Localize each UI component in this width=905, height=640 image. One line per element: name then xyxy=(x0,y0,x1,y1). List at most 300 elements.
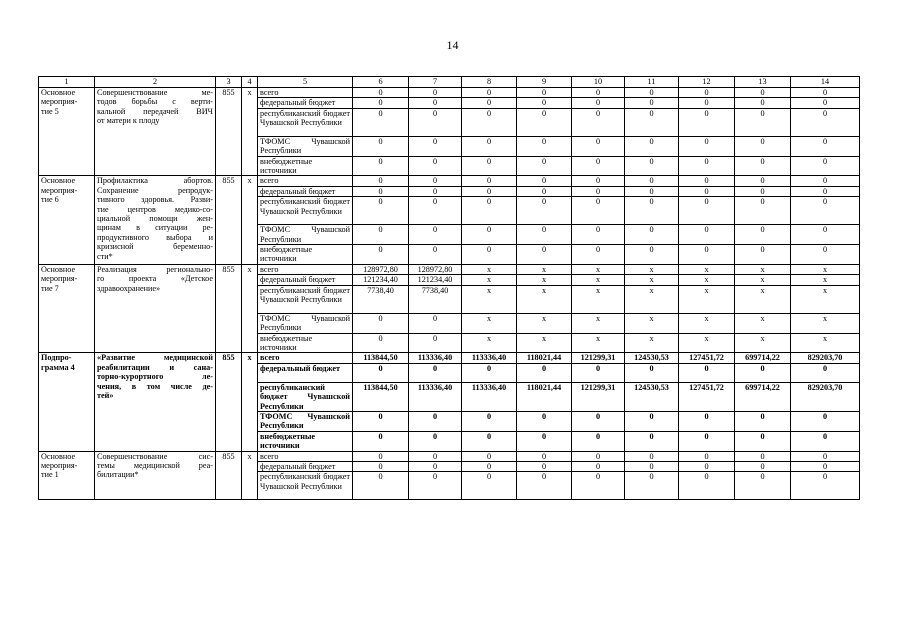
amount-cell: 0 xyxy=(409,108,462,136)
amount-cell: 0 xyxy=(409,333,462,353)
amount-cell: 0 xyxy=(353,461,409,471)
amount-cell: 0 xyxy=(791,461,860,471)
column-header: 12 xyxy=(679,77,735,88)
amount-cell: 0 xyxy=(353,451,409,461)
amount-cell: 0 xyxy=(409,136,462,156)
amount-cell: 0 xyxy=(353,245,409,265)
header-row xyxy=(39,77,860,88)
activity-code-line: Подпро- xyxy=(41,353,72,363)
amount-cell: 0 xyxy=(572,225,625,245)
amount-cell: 0 xyxy=(735,245,791,265)
amount-cell: 121234,40 xyxy=(409,275,462,285)
table-row xyxy=(39,353,860,363)
amount-cell: х xyxy=(735,264,791,274)
activity-title-line: чения, в том числе де- xyxy=(97,381,213,391)
amount-cell: 0 xyxy=(679,451,735,461)
activity-code-line: тие 1 xyxy=(41,470,59,480)
amount-cell: 0 xyxy=(572,411,625,431)
funding-source: всего xyxy=(258,88,353,98)
amount-cell: 0 xyxy=(735,431,791,451)
amount-cell: 0 xyxy=(679,176,735,186)
amount-cell: 121234,40 xyxy=(353,275,409,285)
amount-cell: 0 xyxy=(409,88,462,98)
amount-cell: 0 xyxy=(735,176,791,186)
activity-title-line: торно-курортного ле- xyxy=(97,372,213,382)
funding-source: внебюджетные источники xyxy=(258,245,353,265)
amount-cell: 0 xyxy=(517,225,572,245)
amount-cell: 0 xyxy=(679,88,735,98)
amount-cell: 0 xyxy=(517,411,572,431)
amount-cell: 113336,40 xyxy=(409,353,462,363)
amount-cell: 0 xyxy=(409,461,462,471)
amount-cell: х xyxy=(572,264,625,274)
funding-source: республиканский бюджет Чувашской Республики xyxy=(258,197,353,225)
amount-cell: 0 xyxy=(625,197,679,225)
amount-cell: 0 xyxy=(735,461,791,471)
amount-cell: 121299,31 xyxy=(572,353,625,363)
amount-cell: 0 xyxy=(572,472,625,500)
funding-source: федеральный бюджет xyxy=(258,275,353,285)
activity-title xyxy=(95,353,216,451)
activity-code-line: мероприя- xyxy=(41,274,78,284)
amount-cell: 0 xyxy=(353,225,409,245)
amount-cell: 0 xyxy=(572,176,625,186)
amount-cell: 0 xyxy=(735,156,791,176)
amount-cell: 0 xyxy=(353,431,409,451)
amount-cell: 113336,40 xyxy=(409,382,462,411)
amount-cell: 118021,44 xyxy=(517,353,572,363)
amount-cell: 0 xyxy=(791,156,860,176)
page-number: 14 xyxy=(446,38,459,52)
amount-cell: х xyxy=(679,333,735,353)
column-header: 11 xyxy=(625,77,679,88)
activity-title-line: кризисной беременно- xyxy=(97,242,213,252)
amount-cell: 0 xyxy=(517,156,572,176)
amount-cell: 0 xyxy=(679,245,735,265)
amount-cell: 0 xyxy=(409,411,462,431)
funding-source: республиканский бюджет Чувашской Республики xyxy=(258,382,353,411)
amount-cell: 0 xyxy=(462,186,517,196)
activity-code-line: тие 5 xyxy=(41,106,59,116)
amount-cell: 127451,72 xyxy=(679,353,735,363)
amount-cell: 0 xyxy=(625,156,679,176)
amount-cell: 0 xyxy=(462,108,517,136)
amount-cell: 0 xyxy=(462,472,517,500)
amount-cell: 0 xyxy=(462,245,517,265)
grbs-code: 855 xyxy=(216,353,242,451)
amount-cell: х xyxy=(572,333,625,353)
amount-cell: 113336,40 xyxy=(462,353,517,363)
amount-cell: 0 xyxy=(353,156,409,176)
amount-cell: х xyxy=(735,285,791,313)
amount-cell: 0 xyxy=(679,363,735,382)
amount-cell: х xyxy=(791,264,860,274)
amount-cell: 0 xyxy=(625,451,679,461)
amount-cell: 0 xyxy=(517,136,572,156)
activity-code xyxy=(39,264,95,352)
amount-cell: 0 xyxy=(572,245,625,265)
amount-cell: х xyxy=(462,285,517,313)
amount-cell: 113844,50 xyxy=(353,382,409,411)
amount-cell: 0 xyxy=(625,472,679,500)
amount-cell: 128972,80 xyxy=(353,264,409,274)
amount-cell: 0 xyxy=(625,108,679,136)
amount-cell: х xyxy=(679,313,735,333)
activity-code-line: Основное xyxy=(41,176,76,186)
amount-cell: 0 xyxy=(462,88,517,98)
activity-title-line: темы медицинской реа- xyxy=(97,460,213,470)
amount-cell: 0 xyxy=(462,363,517,382)
amount-cell: 0 xyxy=(409,313,462,333)
amount-cell: 0 xyxy=(353,88,409,98)
column-header: 4 xyxy=(242,77,258,88)
funding-source: внебюджетные источники xyxy=(258,333,353,353)
amount-cell: 0 xyxy=(735,472,791,500)
amount-cell: 0 xyxy=(679,186,735,196)
amount-cell: 0 xyxy=(409,186,462,196)
amount-cell: 113844,50 xyxy=(353,353,409,363)
funding-source: ТФОМС Чувашской Республики xyxy=(258,411,353,431)
amount-cell: 0 xyxy=(625,88,679,98)
activity-title-line: циальной помощи жен- xyxy=(97,214,213,224)
amount-cell: 829203,70 xyxy=(791,353,860,363)
amount-cell: 0 xyxy=(679,98,735,108)
amount-cell: 0 xyxy=(572,136,625,156)
amount-cell: х xyxy=(625,264,679,274)
amount-cell: 0 xyxy=(462,98,517,108)
amount-cell: 7738,40 xyxy=(353,285,409,313)
amount-cell: 0 xyxy=(572,451,625,461)
amount-cell: х xyxy=(791,333,860,353)
amount-cell: 0 xyxy=(735,98,791,108)
activity-title-line: кальной передачей ВИЧ xyxy=(97,106,213,116)
amount-cell: 7738,40 xyxy=(409,285,462,313)
amount-cell: 0 xyxy=(517,363,572,382)
financing-table xyxy=(38,76,860,500)
activity-code xyxy=(39,88,95,176)
amount-cell: 0 xyxy=(625,136,679,156)
amount-cell: 0 xyxy=(462,411,517,431)
amount-cell: 0 xyxy=(353,411,409,431)
activity-code-line: тие 6 xyxy=(41,195,59,205)
amount-cell: 0 xyxy=(625,461,679,471)
funding-source: федеральный бюджет xyxy=(258,98,353,108)
amount-cell: х xyxy=(517,264,572,274)
amount-cell: 0 xyxy=(353,176,409,186)
amount-cell: 0 xyxy=(409,176,462,186)
activity-code-line: Основное xyxy=(41,451,76,461)
activity-title-line: Совершенствование сис- xyxy=(97,451,213,461)
amount-cell: 0 xyxy=(462,136,517,156)
activity-title-line: от матери к плоду xyxy=(97,116,160,126)
amount-cell: х xyxy=(735,313,791,333)
amount-cell: 0 xyxy=(517,176,572,186)
amount-cell: 0 xyxy=(409,431,462,451)
activity-title-line: продуктивного выбора и xyxy=(97,232,213,242)
activity-title-line: Совершенствование ме- xyxy=(97,88,213,97)
amount-cell: 0 xyxy=(409,197,462,225)
column-header: 9 xyxy=(517,77,572,88)
amount-cell: 113336,40 xyxy=(462,382,517,411)
amount-cell: 0 xyxy=(791,245,860,265)
amount-cell: 0 xyxy=(353,197,409,225)
funding-source: всего xyxy=(258,176,353,186)
classification-code: х xyxy=(242,176,258,264)
amount-cell: 0 xyxy=(791,472,860,500)
amount-cell: 0 xyxy=(735,411,791,431)
amount-cell: х xyxy=(517,313,572,333)
amount-cell: 0 xyxy=(625,363,679,382)
funding-source: федеральный бюджет xyxy=(258,186,353,196)
amount-cell: 0 xyxy=(572,461,625,471)
amount-cell: 0 xyxy=(791,136,860,156)
activity-title-line: тей» xyxy=(97,390,114,400)
column-header: 1 xyxy=(39,77,95,88)
activity-code-line: мероприя- xyxy=(41,97,78,107)
amount-cell: 0 xyxy=(462,156,517,176)
amount-cell: х xyxy=(572,285,625,313)
amount-cell: 121299,31 xyxy=(572,382,625,411)
amount-cell: 0 xyxy=(625,98,679,108)
amount-cell: х xyxy=(572,275,625,285)
amount-cell: 0 xyxy=(517,451,572,461)
funding-source: республиканский бюджет Чувашской Республики xyxy=(258,472,353,500)
grbs-code: 855 xyxy=(216,451,242,500)
activity-title xyxy=(95,88,216,176)
amount-cell: 0 xyxy=(679,461,735,471)
amount-cell: х xyxy=(791,275,860,285)
amount-cell: 0 xyxy=(625,186,679,196)
funding-source: внебюджетные источники xyxy=(258,156,353,176)
amount-cell: х xyxy=(625,313,679,333)
amount-cell: 0 xyxy=(409,472,462,500)
activity-title xyxy=(95,176,216,264)
amount-cell: 0 xyxy=(679,431,735,451)
amount-cell: 0 xyxy=(735,197,791,225)
amount-cell: 0 xyxy=(735,88,791,98)
amount-cell: 0 xyxy=(353,108,409,136)
amount-cell: 0 xyxy=(572,156,625,176)
amount-cell: 127451,72 xyxy=(679,382,735,411)
amount-cell: 0 xyxy=(791,98,860,108)
amount-cell: 0 xyxy=(572,363,625,382)
amount-cell: х xyxy=(625,333,679,353)
table-row xyxy=(39,88,860,98)
amount-cell: х xyxy=(625,275,679,285)
amount-cell: 0 xyxy=(353,136,409,156)
amount-cell: 0 xyxy=(735,186,791,196)
amount-cell: 0 xyxy=(462,197,517,225)
amount-cell: 0 xyxy=(735,108,791,136)
amount-cell: 0 xyxy=(679,411,735,431)
amount-cell: 0 xyxy=(572,88,625,98)
amount-cell: 118021,44 xyxy=(517,382,572,411)
amount-cell: 0 xyxy=(409,245,462,265)
funding-source: федеральный бюджет xyxy=(258,363,353,382)
amount-cell: х xyxy=(462,333,517,353)
column-header: 2 xyxy=(95,77,216,88)
amount-cell: х xyxy=(625,285,679,313)
amount-cell: 0 xyxy=(791,431,860,451)
amount-cell: 0 xyxy=(517,431,572,451)
classification-code: х xyxy=(242,353,258,451)
amount-cell: 0 xyxy=(517,88,572,98)
amount-cell: 0 xyxy=(517,186,572,196)
funding-source: внебюджетные источники xyxy=(258,431,353,451)
amount-cell: 0 xyxy=(735,225,791,245)
activity-code-line: Основное xyxy=(41,88,76,97)
amount-cell: 0 xyxy=(625,176,679,186)
amount-cell: х xyxy=(517,285,572,313)
column-header: 8 xyxy=(462,77,517,88)
amount-cell: 0 xyxy=(462,451,517,461)
amount-cell: х xyxy=(791,313,860,333)
amount-cell: 128972,80 xyxy=(409,264,462,274)
amount-cell: 0 xyxy=(625,225,679,245)
amount-cell: 0 xyxy=(517,472,572,500)
funding-source: ТФОМС Чувашской Республики xyxy=(258,136,353,156)
classification-code: х xyxy=(242,451,258,500)
amount-cell: 0 xyxy=(679,108,735,136)
amount-cell: 699714,22 xyxy=(735,353,791,363)
column-header: 7 xyxy=(409,77,462,88)
amount-cell: 0 xyxy=(791,88,860,98)
column-header: 6 xyxy=(353,77,409,88)
amount-cell: 0 xyxy=(462,461,517,471)
amount-cell: 0 xyxy=(791,225,860,245)
amount-cell: 0 xyxy=(353,98,409,108)
amount-cell: 0 xyxy=(572,197,625,225)
classification-code: х xyxy=(242,88,258,176)
amount-cell: 0 xyxy=(625,411,679,431)
activity-code xyxy=(39,176,95,264)
grbs-code: 855 xyxy=(216,176,242,264)
amount-cell: 0 xyxy=(517,197,572,225)
amount-cell: 0 xyxy=(791,186,860,196)
activity-title-line: билитации* xyxy=(97,470,139,480)
funding-source: ТФОМС Чувашской Республики xyxy=(258,225,353,245)
amount-cell: 124530,53 xyxy=(625,353,679,363)
grbs-code: 855 xyxy=(216,264,242,352)
amount-cell: 0 xyxy=(462,225,517,245)
activity-title-line: Сохранение репродук- xyxy=(97,185,213,195)
column-header: 14 xyxy=(791,77,860,88)
activity-title-line: здравоохранение» xyxy=(97,283,161,293)
column-header: 10 xyxy=(572,77,625,88)
amount-cell: 0 xyxy=(517,98,572,108)
activity-title-line: щинам в ситуации ре- xyxy=(97,223,213,233)
table-row xyxy=(39,451,860,461)
table-row xyxy=(39,264,860,274)
amount-cell: 0 xyxy=(462,431,517,451)
amount-cell: х xyxy=(517,275,572,285)
amount-cell: 0 xyxy=(791,451,860,461)
amount-cell: 829203,70 xyxy=(791,382,860,411)
amount-cell: 699714,22 xyxy=(735,382,791,411)
activity-code xyxy=(39,451,95,500)
amount-cell: 0 xyxy=(572,431,625,451)
amount-cell: х xyxy=(791,285,860,313)
amount-cell: х xyxy=(679,264,735,274)
amount-cell: х xyxy=(679,275,735,285)
amount-cell: 0 xyxy=(409,156,462,176)
amount-cell: 0 xyxy=(353,333,409,353)
activity-title-line: Реализация регионально- xyxy=(97,264,213,274)
funding-source: всего xyxy=(258,353,353,363)
amount-cell: х xyxy=(679,285,735,313)
amount-cell: 0 xyxy=(791,411,860,431)
activity-code-line: мероприя- xyxy=(41,460,78,470)
amount-cell: 0 xyxy=(679,156,735,176)
amount-cell: 0 xyxy=(625,431,679,451)
amount-cell: 0 xyxy=(735,136,791,156)
amount-cell: 0 xyxy=(462,176,517,186)
activity-title-line: тивного здоровья. Разви- xyxy=(97,195,213,205)
amount-cell: 0 xyxy=(791,197,860,225)
amount-cell: 0 xyxy=(409,98,462,108)
activity-title-line: реабилитации и сана- xyxy=(97,362,213,372)
amount-cell: 0 xyxy=(409,225,462,245)
activity-code-line: грамма 4 xyxy=(41,362,75,372)
amount-cell: 0 xyxy=(517,245,572,265)
activity-title xyxy=(95,451,216,500)
amount-cell: 0 xyxy=(353,313,409,333)
amount-cell: 0 xyxy=(572,98,625,108)
amount-cell: х xyxy=(462,264,517,274)
activity-title-line: го проекта «Детское xyxy=(97,274,213,284)
activity-title-line: тие центров медико-со- xyxy=(97,204,213,214)
funding-source: ТФОМС Чувашской Республики xyxy=(258,313,353,333)
amount-cell: х xyxy=(572,313,625,333)
activity-title-line: «Развитие медицинской xyxy=(97,353,213,363)
amount-cell: 0 xyxy=(572,108,625,136)
amount-cell: 0 xyxy=(735,363,791,382)
amount-cell: х xyxy=(462,313,517,333)
funding-source: федеральный бюджет xyxy=(258,461,353,471)
amount-cell: 0 xyxy=(517,461,572,471)
amount-cell: 0 xyxy=(679,472,735,500)
column-header: 5 xyxy=(258,77,353,88)
activity-code-line: Основное xyxy=(41,264,76,274)
amount-cell: 0 xyxy=(625,245,679,265)
amount-cell: 124530,53 xyxy=(625,382,679,411)
activity-title-line: Профилактика абортов. xyxy=(97,176,213,186)
amount-cell: х xyxy=(462,275,517,285)
activity-title xyxy=(95,264,216,352)
amount-cell: 0 xyxy=(517,108,572,136)
amount-cell: 0 xyxy=(353,186,409,196)
column-header: 3 xyxy=(216,77,242,88)
funding-source: республиканский бюджет Чувашской Республики xyxy=(258,285,353,313)
amount-cell: 0 xyxy=(791,176,860,186)
classification-code: х xyxy=(242,264,258,352)
amount-cell: 0 xyxy=(791,363,860,382)
activity-code-line: тие 7 xyxy=(41,283,59,293)
amount-cell: 0 xyxy=(679,197,735,225)
activity-title-line: сти* xyxy=(97,251,113,261)
amount-cell: 0 xyxy=(735,451,791,461)
activity-code-line: мероприя- xyxy=(41,185,78,195)
amount-cell: х xyxy=(517,333,572,353)
amount-cell: 0 xyxy=(409,363,462,382)
amount-cell: 0 xyxy=(679,225,735,245)
funding-source: всего xyxy=(258,264,353,274)
amount-cell: х xyxy=(735,333,791,353)
funding-source: республиканский бюджет Чувашской Республики xyxy=(258,108,353,136)
funding-source: всего xyxy=(258,451,353,461)
amount-cell: 0 xyxy=(409,451,462,461)
activity-title-line: тодов борьбы с верти- xyxy=(97,97,213,107)
